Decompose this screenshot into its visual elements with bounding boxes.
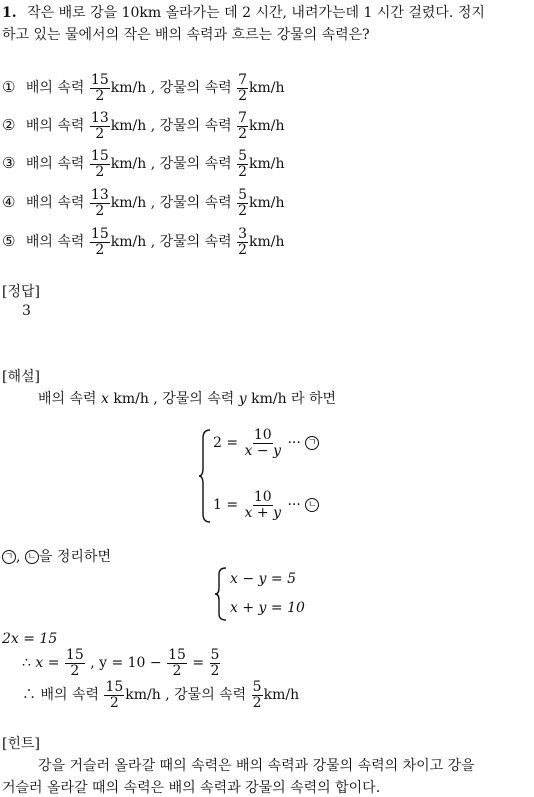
option-river-fraction — [237, 188, 248, 218]
intro-var-y: y — [238, 391, 247, 407]
circled-mark-a: ㄱ — [2, 550, 16, 564]
option-unit-2: km/h — [249, 118, 285, 135]
option-river-label: 강물의 속력 — [159, 156, 232, 173]
eq1-dots: ··· — [287, 435, 301, 452]
conclusion-sep: , — [165, 687, 170, 704]
option-river-num: 7 — [238, 72, 248, 88]
hint-text-2: 거슬러 올라갈 때의 속력은 배의 속력과 강물의 속력의 합이다. — [2, 780, 381, 796]
hint-text-1: 강을 거슬러 올라갈 때의 속력은 배의 속력과 강물의 속력의 차이고 강을 — [38, 758, 475, 774]
conclusion-river-label: 강물의 속력 — [174, 687, 247, 704]
option-row[interactable] — [2, 188, 285, 218]
conclusion-unit-2: km/h — [263, 687, 300, 704]
eq2-lhs: 1 = — [213, 497, 239, 514]
eq2-den: x + y — [244, 504, 281, 521]
eq1-den: x − y — [244, 442, 281, 459]
option-river-fraction — [237, 73, 248, 103]
option-boat-label: 배의 속력 — [25, 195, 85, 212]
answer-heading: [정답] — [2, 284, 40, 300]
answer-value: 3 — [22, 303, 31, 319]
c-boat-num: 15 — [105, 679, 124, 695]
option-marker: ② — [2, 116, 16, 135]
option-unit-1: km/h — [110, 234, 147, 251]
y-fraction — [210, 648, 221, 678]
combine-sep: , — [16, 549, 21, 565]
intro-text-c: km/h 라 하면 — [251, 391, 337, 407]
intro-text-a: 배의 속력 — [38, 391, 97, 407]
option-sep: , — [150, 118, 156, 135]
eq2-fraction — [244, 490, 282, 520]
option-boat-fraction — [90, 227, 110, 257]
option-river-num: 3 — [238, 226, 248, 242]
option-unit-2: km/h — [249, 156, 285, 173]
option-boat-den: 2 — [95, 125, 105, 142]
step-solve — [22, 648, 221, 678]
system2-eq1: x − y = 5 — [230, 571, 296, 587]
option-boat-num: 15 — [90, 226, 109, 242]
system2-eq2: x + y = 10 — [230, 600, 305, 616]
therefore-symbol: ∴ — [22, 655, 31, 672]
option-row[interactable] — [2, 149, 285, 179]
question-text-1: 작은 배로 강을 10km 올라가는 데 2 시간, 내려가는데 1 시간 걸렸다. 정지 — [27, 5, 485, 21]
option-river-num: 7 — [238, 110, 248, 126]
option-boat-num: 13 — [90, 187, 109, 203]
eq2-dots: ··· — [287, 497, 301, 514]
option-row[interactable] — [2, 111, 285, 141]
option-river-label: 강물의 속력 — [159, 195, 232, 212]
option-boat-num: 13 — [90, 110, 109, 126]
hint-heading: [힌트] — [2, 736, 40, 752]
circled-mark-1: ㄱ — [305, 436, 319, 450]
option-row[interactable] — [2, 73, 285, 103]
option-river-den: 2 — [238, 241, 248, 258]
c-river-num: 5 — [252, 679, 262, 695]
y-num: 5 — [210, 647, 220, 663]
option-river-den: 2 — [238, 125, 248, 142]
option-boat-label: 배의 속력 — [25, 156, 85, 173]
eq1-lhs: 2 = — [213, 435, 239, 452]
option-unit-2: km/h — [249, 195, 285, 212]
y-lhs: , y = 10 − — [90, 655, 162, 672]
conclusion-boat-fraction — [104, 680, 124, 710]
option-boat-fraction — [90, 73, 110, 103]
option-river-den: 2 — [238, 87, 248, 104]
explanation-heading: [해설] — [2, 369, 40, 385]
intro-var-x: x — [101, 391, 109, 407]
system1-eq1 — [213, 428, 319, 458]
option-unit-1: km/h — [110, 118, 147, 135]
mid-fraction — [167, 648, 187, 678]
system2-brace — [214, 566, 228, 622]
circled-mark-b: ㄴ — [25, 550, 39, 564]
option-sep: , — [150, 195, 156, 212]
question-text-2: 하고 있는 물에서의 작은 배의 속력과 흐르는 강물의 속력은? — [2, 27, 370, 43]
combine-text: 을 정리하면 — [38, 549, 111, 565]
option-unit-1: km/h — [110, 195, 147, 212]
x-den: 2 — [70, 662, 80, 679]
option-river-den: 2 — [238, 202, 248, 219]
option-boat-label: 배의 속력 — [25, 234, 85, 251]
option-boat-den: 2 — [95, 241, 105, 258]
option-row[interactable] — [2, 227, 285, 257]
option-marker: ⑤ — [2, 232, 16, 251]
eq2-num: 10 — [253, 489, 272, 505]
y-den: 2 — [210, 662, 220, 679]
option-boat-den: 2 — [95, 202, 105, 219]
option-river-fraction — [237, 149, 248, 179]
option-boat-den: 2 — [95, 163, 105, 180]
x-fraction — [65, 648, 85, 678]
option-boat-fraction — [90, 149, 110, 179]
option-marker: ③ — [2, 154, 16, 173]
x-num: 15 — [65, 647, 84, 663]
option-sep: , — [150, 234, 156, 251]
step-2x: 2x = 15 — [2, 631, 58, 647]
option-boat-num: 15 — [90, 72, 109, 88]
option-river-label: 강물의 속력 — [159, 118, 232, 135]
option-boat-den: 2 — [95, 87, 105, 104]
question-number: 1. — [2, 5, 17, 21]
option-boat-fraction — [90, 111, 110, 141]
circled-mark-2: ㄴ — [305, 498, 319, 512]
option-boat-num: 15 — [90, 148, 109, 164]
option-marker: ④ — [2, 193, 16, 212]
eq1-fraction — [244, 428, 282, 458]
mid-den: 2 — [172, 662, 182, 679]
eq1-num: 10 — [253, 427, 272, 443]
step-conclusion — [22, 680, 299, 710]
option-river-fraction — [237, 227, 248, 257]
option-sep: , — [150, 80, 156, 97]
option-unit-2: km/h — [249, 80, 285, 97]
option-unit-1: km/h — [110, 80, 147, 97]
option-boat-label: 배의 속력 — [25, 118, 85, 135]
x-lhs: x = — [35, 655, 60, 672]
option-river-label: 강물의 속력 — [159, 80, 232, 97]
conclusion-boat-label: 배의 속력 — [40, 687, 99, 704]
conclusion-unit-1: km/h — [125, 687, 161, 704]
option-marker: ① — [2, 78, 16, 97]
option-unit-1: km/h — [110, 156, 147, 173]
therefore-symbol-2: ∴ — [22, 687, 36, 704]
question-line-1 — [2, 2, 485, 22]
mid-num: 15 — [168, 647, 186, 663]
conclusion-river-fraction — [252, 680, 263, 710]
option-river-label: 강물의 속력 — [159, 234, 232, 251]
system1-eq2 — [213, 490, 319, 520]
option-unit-2: km/h — [249, 234, 285, 251]
intro-text-b: km/h , 강물의 속력 — [113, 391, 235, 407]
combine-line — [2, 546, 111, 566]
option-river-fraction — [237, 111, 248, 141]
option-river-num: 5 — [238, 187, 248, 203]
equals: = — [192, 655, 205, 672]
option-river-num: 5 — [238, 148, 248, 164]
option-river-den: 2 — [238, 163, 248, 180]
c-river-den: 2 — [252, 694, 262, 711]
option-boat-fraction — [90, 188, 110, 218]
explanation-intro — [38, 388, 336, 408]
c-boat-den: 2 — [109, 694, 119, 711]
option-sep: , — [150, 156, 156, 173]
system1-brace — [198, 428, 212, 524]
option-boat-label: 배의 속력 — [25, 80, 85, 97]
